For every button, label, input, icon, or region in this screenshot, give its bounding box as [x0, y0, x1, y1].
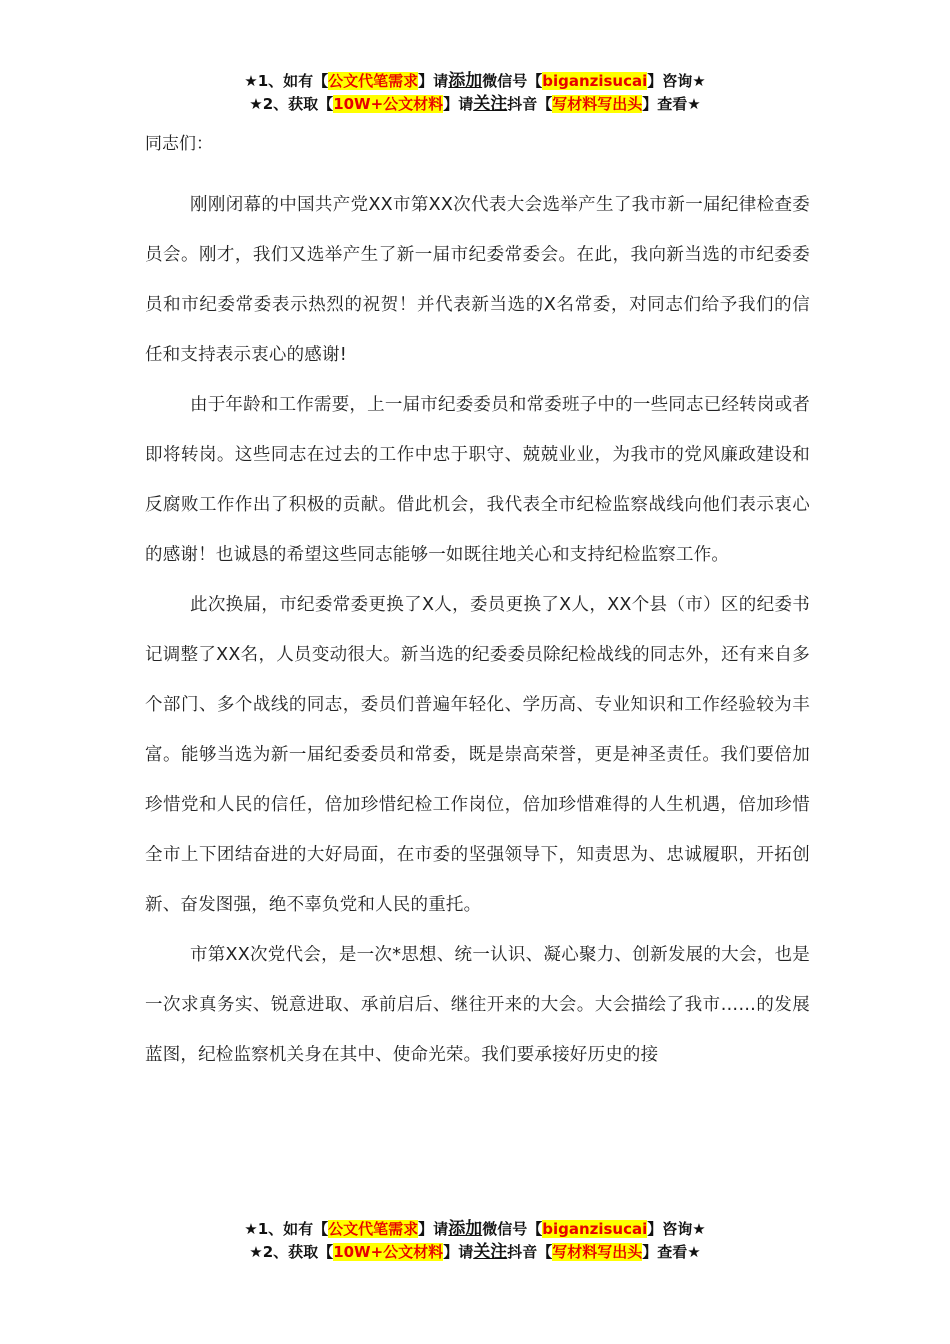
- banner-text: 】请: [443, 95, 474, 113]
- banner-text: 】查看★: [642, 95, 701, 113]
- banner-text: ★2、获取【: [249, 95, 334, 113]
- footer-banner: [0, 1218, 950, 1264]
- banner-highlight: 写材料写出头: [552, 95, 643, 113]
- paragraph: 市第XX次党代会，是一次*思想、统一认识、凝心聚力、创新发展的大会，也是一次求真务实、锐意进取、承前启后、继往开来的大会。大会描绘了我市……的发展蓝图，纪检监察机关身在其中、使命光荣。我们要承接好历史的接: [145, 945, 810, 1065]
- salutation: 同志们：: [145, 134, 213, 154]
- banner-text: ★1、如有【: [244, 1220, 329, 1238]
- banner-text: ★1、如有【: [244, 72, 329, 90]
- banner-highlight: 公文代笔需求: [328, 1220, 419, 1238]
- banner-emphasis: 关注: [473, 94, 508, 114]
- banner-emphasis: 关注: [473, 1242, 508, 1262]
- banner-highlight: biganzisucai: [542, 72, 648, 90]
- banner-text: 】咨询★: [647, 1220, 706, 1238]
- banner-highlight: biganzisucai: [542, 1220, 648, 1238]
- banner-highlight: 写材料写出头: [552, 1243, 643, 1261]
- paragraph: 由于年龄和工作需要，上一届市纪委委员和常委班子中的一些同志已经转岗或者即将转岗。这些同志在过去的工作中忠于职守、兢兢业业，为我市的党风廉政建设和反腐败工作作出了积极的贡献。借此机会，我代表全市纪检监察战线向他们表示衷心的感谢！也诚恳的希望这些同志能够一如既往地关心和支持纪检监察工作。: [145, 395, 810, 565]
- banner-emphasis: 添加: [448, 71, 483, 91]
- banner-text: ★2、获取【: [249, 1243, 334, 1261]
- document-body: [145, 130, 810, 1080]
- header-banner: [0, 70, 950, 116]
- banner-text: 抖音【: [507, 95, 553, 113]
- banner-text: 微信号【: [482, 72, 543, 90]
- banner-text: 微信号【: [482, 1220, 543, 1238]
- banner-line-2: [0, 1241, 950, 1264]
- paragraph: 此次换届，市纪委常委更换了X人，委员更换了X人，XX个县（市）区的纪委书记调整了XX名，人员变动很大。新当选的纪委委员除纪检战线的同志外，还有来自多个部门、多个战线的同志，委员们普遍年轻化、学历高、专业知识和工作经验较为丰富。能够当选为新一届纪委委员和常委，既是崇高荣誉，更是神圣责任。我们要倍加珍惜党和人民的信任，倍加珍惜纪检工作岗位，倍加珍惜难得的人生机遇，倍加珍惜全市上下团结奋进的大好局面，在市委的坚强领导下，知责思为、忠诚履职，开拓创新、奋发图强，绝不辜负党和人民的重托。: [145, 595, 810, 915]
- banner-text: 抖音【: [507, 1243, 553, 1261]
- banner-text: 】请: [443, 1243, 474, 1261]
- banner-highlight: 10W+公文材料: [333, 1243, 444, 1261]
- paragraph: 刚刚闭幕的中国共产党XX市第XX次代表大会选举产生了我市新一届纪律检查委员会。刚才，我们又选举产生了新一届市纪委常委会。在此，我向新当选的市纪委委员和市纪委常委表示热烈的祝贺！并代表新当选的X名常委，对同志们给予我们的信任和支持表示衷心的感谢!: [145, 195, 810, 365]
- banner-line-1: [0, 70, 950, 93]
- banner-line-1: [0, 1218, 950, 1241]
- banner-text: 】咨询★: [647, 72, 706, 90]
- banner-text: 】请: [418, 72, 449, 90]
- banner-highlight: 公文代笔需求: [328, 72, 419, 90]
- banner-text: 】请: [418, 1220, 449, 1238]
- banner-highlight: 10W+公文材料: [333, 95, 444, 113]
- banner-line-2: [0, 93, 950, 116]
- banner-emphasis: 添加: [448, 1219, 483, 1239]
- banner-text: 】查看★: [642, 1243, 701, 1261]
